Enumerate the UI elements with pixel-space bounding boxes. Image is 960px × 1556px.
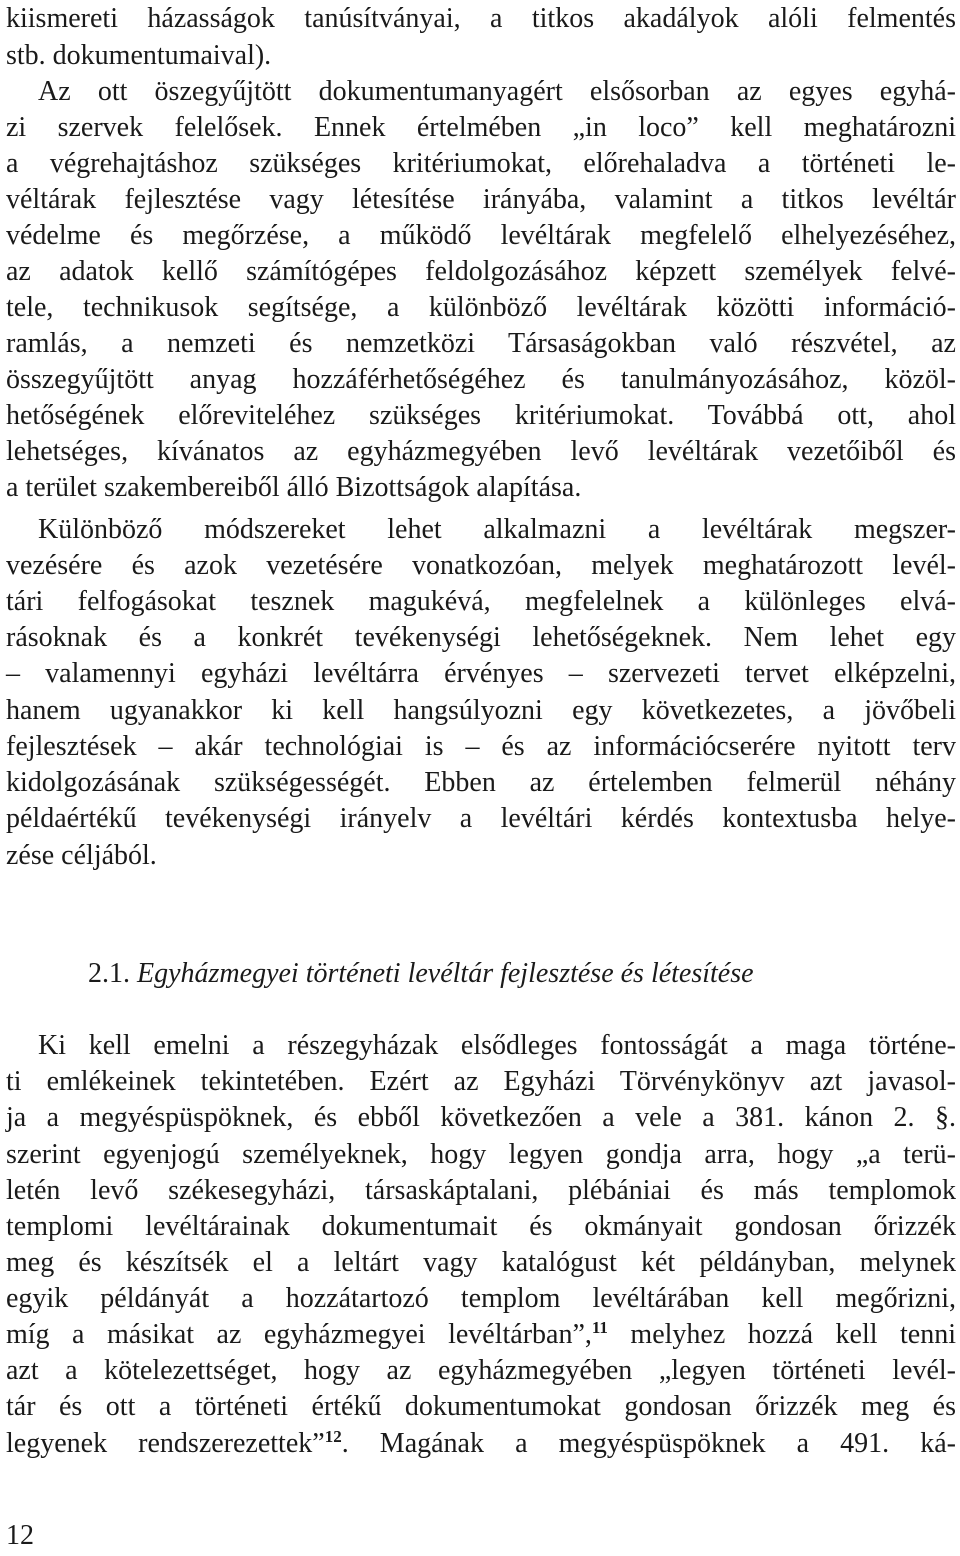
text-segment: melyhez hozzá kell tenni [607, 1319, 956, 1350]
text-line: – valamennyi egyházi levéltárra érvényes – szervezeti tervet elképzelni, [6, 658, 956, 689]
text-line: a végrehajtáshoz szükséges kritériumokat, előrehaladva a történeti le- [6, 148, 956, 179]
text-line: letén levő székesegyházi, társaskáptalani, plébániai és más templomok [6, 1175, 956, 1206]
footnote-reference-12[interactable]: 12 [324, 1427, 342, 1446]
text-line: szerint egyenjogú személyeknek, hogy legyen gondja arra, hogy „a terü- [6, 1139, 956, 1170]
section-number: 2.1. [88, 958, 130, 989]
text-line: zi szervek felelősek. Ennek értelmében „in loco” kell meghatározni [6, 112, 956, 143]
text-line: hetőségének előreviteléhez szükséges kritériumokat. Továbbá ott, ahol [6, 400, 956, 431]
text-line: rásoknak és a konkrét tevékenységi lehetőségeknek. Nem lehet egy [6, 622, 956, 653]
text-line: vezésére és azok vezetésére vonatkozóan, melyek meghatározott levél- [6, 550, 956, 581]
text-line: az adatok kellő számítógépes feldolgozásához képzett személyek felvé- [6, 256, 956, 287]
text-line: kidolgozásának szükségességét. Ebben az értelemben felmerül néhány [6, 767, 956, 798]
text-line: kiismereti házasságok tanúsítványai, a titkos akadályok alóli felmentés [6, 3, 956, 34]
text-line: ja a megyéspüspöknek, és ebből következően a vele a 381. kánon 2. §. [6, 1102, 956, 1133]
text-line: összegyűjtött anyag hozzáférhetőségéhez és tanulmányozásához, közöl- [6, 364, 956, 395]
text-line: ramlás, a nemzeti és nemzetközi Társaságokban való részvétel, az [6, 328, 956, 359]
text-line: védelme és megőrzése, a működő levéltárak megfelelő elhelyezéséhez, [6, 220, 956, 251]
text-line: fejlesztések – akár technológiai is – és az információcserére nyitott terv [6, 731, 956, 762]
text-line: tele, technikusok segítsége, a különböző levéltárak közötti információ- [6, 292, 956, 323]
text-line: Ki kell emelni a részegyházak elsődleges fontosságát a maga történe- [38, 1030, 956, 1061]
text-line: példaértékű tevékenységi irányelv a levéltári kérdés kontextusba helye- [6, 803, 956, 834]
text-line: templomi levéltárainak dokumentumait és okmányait gondosan őrizzék [6, 1211, 956, 1242]
text-line: egyik példányát a hozzátartozó templom levéltárában kell megőrizni, [6, 1283, 956, 1314]
text-line: meg és készítsék el a leltárt vagy katalógust két példányban, melynek [6, 1247, 956, 1278]
text-line: azt a kötelezettséget, hogy az egyházmegyében „legyen történeti levél- [6, 1355, 956, 1386]
text-line: Az ott öszegyűjtött dokumentumanyagért elsősorban az egyes egyhá- [38, 76, 956, 107]
text-line: hanem ugyanakkor ki kell hangsúlyozni egy következetes, a jövőbeli [6, 695, 956, 726]
text-line: lehetséges, kívánatos az egyházmegyében levő levéltárak vezetőiből és [6, 436, 956, 467]
document-page [6, 0, 956, 1556]
text-line: tári felfogásokat tesznek magukévá, megfelelnek a különleges elvá- [6, 586, 956, 617]
text-line: tár és ott a történeti értékű dokumentumokat gondosan őrizzék meg és [6, 1391, 956, 1422]
section-title: Egyházmegyei történeti levéltár fejlesztése és létesítése [137, 958, 754, 989]
text-line: stb. dokumentumaival). [6, 40, 272, 71]
text-line-with-footnote [6, 1426, 956, 1462]
text-line-with-footnote [6, 1317, 956, 1353]
page-number: 12 [6, 1520, 34, 1551]
text-line: a terület szakembereiből álló Bizottságok alapítása. [6, 472, 582, 503]
footnote-reference-11[interactable]: 11 [591, 1318, 608, 1337]
text-segment: legyenek rendszerezettek” [6, 1428, 325, 1459]
text-line: zése céljából. [6, 840, 157, 871]
text-line: Különböző módszereket lehet alkalmazni a levéltárak megszer- [38, 514, 956, 545]
section-heading [88, 956, 754, 992]
text-segment: . Magának a megyéspüspöknek a 491. ká- [341, 1428, 956, 1459]
text-segment: míg a másikat az egyházmegyei levéltárban”, [6, 1319, 592, 1350]
text-line: véltárak fejlesztése vagy létesítése irányába, valamint a titkos levéltár [6, 184, 956, 215]
text-line: ti emlékeinek tekintetében. Ezért az Egyházi Törvénykönyv azt javasol- [6, 1066, 956, 1097]
